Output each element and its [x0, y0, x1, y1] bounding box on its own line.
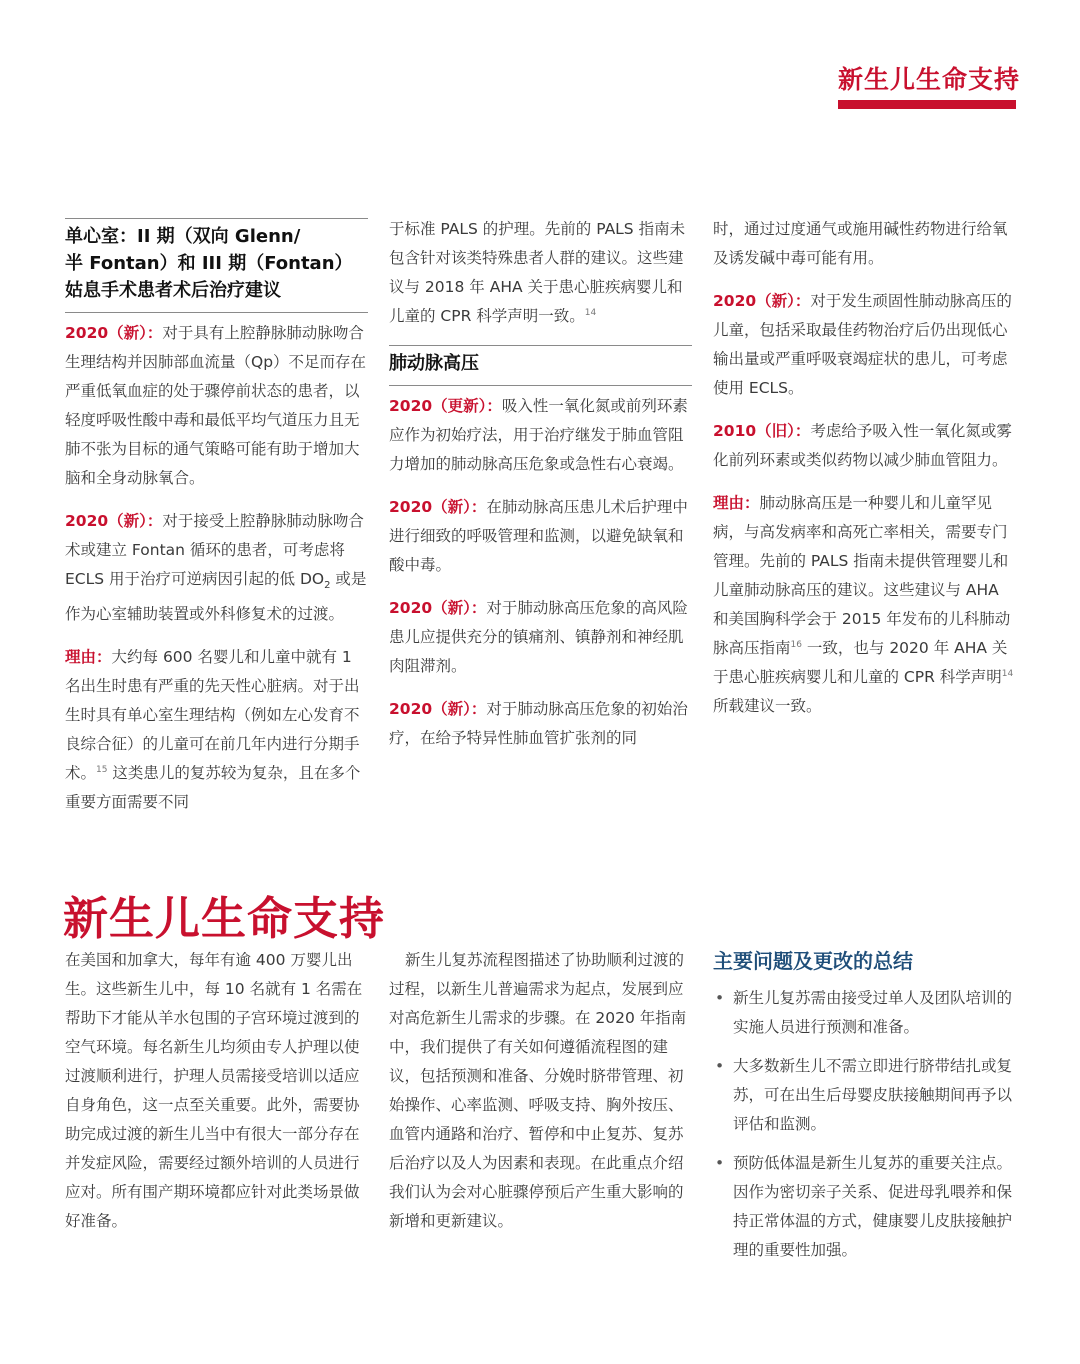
- recommendation-paragraph: [389, 695, 692, 753]
- reference-number: 16: [790, 639, 802, 650]
- paragraph-text: 于标准 PALS 的护理。先前的 PALS 指南未包含针对该类特殊患者人群的建议。这些建议与 2018 年 AHA 关于患心脏疾病婴儿和儿童的 CPR 科学声明一致。: [389, 220, 686, 325]
- list-item-text: 新生儿复苏需由接受过单人及团队培训的实施人员进行预测和准备。: [733, 989, 1013, 1036]
- bullet-icon: •: [715, 1057, 725, 1075]
- recommendation-label: 2020（新）：: [65, 324, 163, 342]
- reference-number: 14: [584, 307, 597, 318]
- section-rule: [389, 385, 692, 386]
- recommendation-label: 2020（新）：: [389, 700, 487, 718]
- nls-intro-paragraph: 在美国和加拿大，每年有逾 400 万婴儿出生。这些新生儿中，每 10 名就有 1 名需在帮助下才能从羊水包围的子宫环境过渡到的空气环境。每名新生儿均须由专人护理以使过渡顺利进行，护理人员需接受培训以适应自身角色，这一点至关重要。此外，需要协助完成过渡的新生儿当中有很大一部分存在并发症风险，需要经过额外培训的人员进行应对。所有围产期环境都应针对此类场景做好准备。: [65, 951, 363, 1230]
- recommendation-text: 考虑给予吸入性一氧化氮或雾化前列环素或类似药物以减少肺血管阻力。: [713, 422, 1012, 469]
- list-item-text: 大多数新生儿不需立即进行脐带结扎或复苏，可在出生后母婴皮肤接触期间再予以评估和监测。: [733, 1057, 1013, 1133]
- single-ventricle-heading: [65, 219, 368, 304]
- recommendation-text: 或是作为心室辅助装置或外科修复术的过渡。: [65, 570, 367, 624]
- paragraph-text: 时，通过过度通气或施用碱性药物进行给氧及诱发碱中毒可能有用。: [713, 220, 1008, 267]
- heading-line: 半 Fontan）和 III 期（Fontan）: [65, 253, 353, 274]
- rationale-text: 一致，也与 2020 年 AHA 关于患心脏疾病婴儿和儿童的 CPR 科学声明: [713, 639, 1008, 686]
- pulmonary-hypertension-heading: 肺动脉高压: [389, 353, 479, 374]
- column-pulmonary-hypertension-cont: [713, 218, 1016, 735]
- rationale-label: 理由：: [713, 494, 760, 512]
- rationale-label: 理由：: [65, 648, 112, 667]
- rationale-paragraph: [65, 643, 368, 817]
- list-item: [713, 1052, 1016, 1139]
- bullet-icon: •: [715, 989, 725, 1007]
- recommendation-paragraph: [713, 287, 1016, 403]
- rationale-paragraph: [713, 489, 1016, 721]
- recommendation-paragraph: [713, 417, 1016, 475]
- summary-heading: 主要问题及更改的总结: [713, 949, 913, 973]
- recommendation-text: 对于接受上腔静脉肺动脉吻合术或建立 Fontan 循环的患者，可考虑将 ECLS 用于治疗可逆病因引起的低 DO: [65, 512, 364, 588]
- recommendation-label: 2020（更新）：: [389, 397, 502, 415]
- recommendation-label: 2020（新）：: [389, 498, 487, 516]
- bullet-icon: •: [715, 1154, 725, 1172]
- list-item-text: 预防低体温是新生儿复苏的重要关注点。因作为密切亲子关系、促进母乳喂养和保持正常体温的方式，健康婴儿皮肤接触护理的重要性加强。: [733, 1154, 1013, 1259]
- recommendation-text: 对于具有上腔静脉肺动脉吻合生理结构并因肺部血流量（Qp）不足而存在严重低氧血症的处于骤停前状态的患者，以轻度呼吸性酸中毒和最低平均气道压力且无肺不张为目标的通气策略可能有助于增加大脑和全身动脉氧合。: [65, 324, 367, 487]
- section-header-title: 新生儿生命支持: [838, 65, 1021, 94]
- reference-number: 15: [96, 764, 108, 775]
- nls-summary-column: [713, 946, 1016, 1275]
- recommendation-paragraph: [389, 493, 692, 580]
- recommendation-text: 对于肺动脉高压危象的初始治疗，在给予特异性肺血管扩张剂的同: [389, 700, 688, 747]
- nls-intro-column: [65, 946, 368, 1250]
- heading-line: 姑息手术患者术后治疗建议: [65, 280, 281, 301]
- rationale-text: 肺动脉高压是一种婴儿和儿童罕见病，与高发病率和高死亡率相关，需要专门管理。先前的 PALS 指南未提供管理婴儿和儿童肺动脉高压的建议。这些建议与 AHA 和美国胸科学会于 2015 年发布的儿科肺动脉高压指南: [713, 494, 1011, 657]
- recommendation-text: 对于发生顽固性肺动脉高压的儿童，包括采取最佳药物治疗后仍出现低心输出量或严重呼吸衰竭症状的患儿，可考虑使用 ECLS。: [713, 292, 1012, 397]
- recommendation-label: 2020（新）：: [713, 292, 811, 310]
- section-rule: [65, 312, 368, 313]
- rationale-text: 这类患儿的复苏较为复杂，且在多个重要方面需要不同: [65, 764, 361, 812]
- section-header-bar: [838, 100, 1016, 109]
- column-pulmonary-hypertension: [389, 218, 692, 767]
- neonatal-life-support-title: 新生儿生命支持: [63, 892, 386, 945]
- column-single-ventricle: [65, 218, 368, 831]
- nls-algorithm-paragraph: 新生儿复苏流程图描述了协助顺利过渡的过程，以新生儿普遍需求为起点，发展到应对高危新生儿需求的步骤。在 2020 年指南中，我们提供了有关如何遵循流程图的建议，包括预测和准备、分娩时脐带管理、初始操作、心率监测、呼吸支持、胸外按压、血管内通路和治疗、暂停和中止复苏、复苏后治疗以及人为因素和表现。在此重点介绍我们认为会对心脏骤停预后产生重大影响的新增和更新建议。: [389, 951, 687, 1230]
- rationale-text: 大约每 600 名婴儿和儿童中就有 1 名出生时患有严重的先天性心脏病。对于出生时具有单心室生理结构（例如左心发育不良综合征）的儿童可在前几年内进行分期手术。: [65, 648, 360, 783]
- recommendation-text: 对于肺动脉高压危象的高风险患儿应提供充分的镇痛剂、镇静剂和神经肌肉阻滞剂。: [389, 599, 688, 675]
- recommendation-label: 2020（新）：: [389, 599, 487, 617]
- rationale-text: 所载建议一致。: [713, 697, 822, 715]
- continued-paragraph: [713, 215, 1016, 273]
- recommendation-label: 2010（旧）：: [713, 422, 811, 440]
- recommendation-paragraph: [65, 507, 368, 629]
- nls-algorithm-column: [389, 946, 692, 1250]
- subscript: 2: [324, 580, 331, 592]
- reference-number: 14: [1001, 668, 1014, 679]
- recommendation-text: 吸入性一氧化氮或前列环素应作为初始疗法，用于治疗继发于肺血管阻力增加的肺动脉高压危象或急性右心衰竭。: [389, 397, 688, 473]
- list-item: [713, 1149, 1016, 1265]
- heading-line: 单心室：II 期（双向 Glenn/: [65, 226, 301, 247]
- recommendation-label: 2020（新）：: [65, 512, 163, 530]
- list-item: [713, 984, 1016, 1042]
- continued-paragraph: [389, 215, 692, 331]
- recommendation-paragraph: [389, 392, 692, 479]
- recommendation-text: 在肺动脉高压患儿术后护理中进行细致的呼吸管理和监测，以避免缺氧和酸中毒。: [389, 498, 688, 574]
- recommendation-paragraph: [65, 319, 368, 493]
- recommendation-paragraph: [389, 594, 692, 681]
- summary-list: [713, 984, 1016, 1265]
